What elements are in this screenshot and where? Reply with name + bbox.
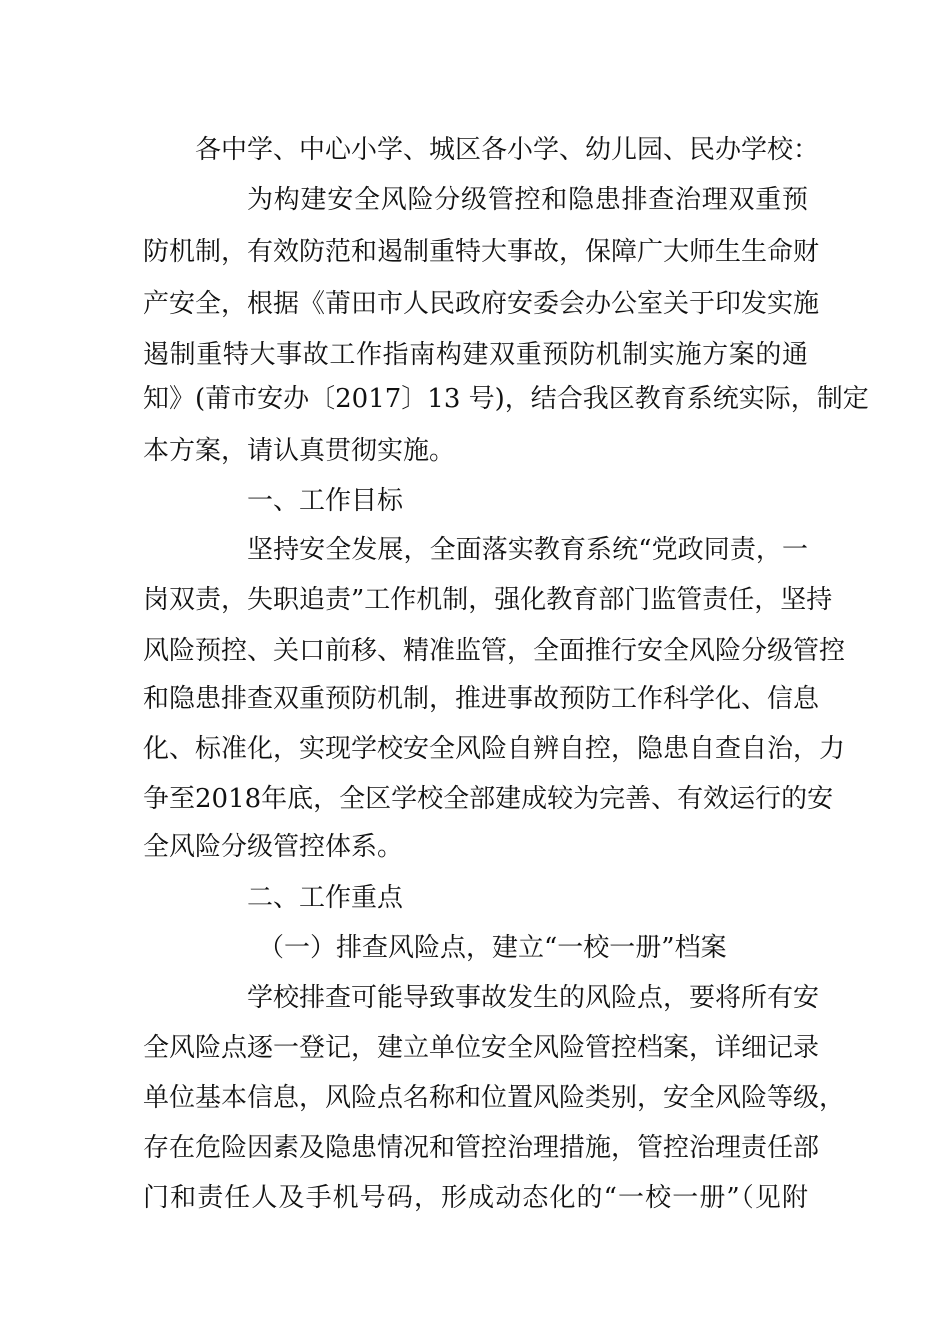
intro-line-2: 防机制，有效防范和遏制重特大事故，保障广大师生生命财 bbox=[143, 237, 820, 267]
intro-line-1: 为构建安全风险分级管控和隐患排查治理双重预 bbox=[247, 185, 808, 215]
section-1-line-3: 风险预控、关口前移、精准监管，全面推行安全风险分级管控 bbox=[143, 636, 846, 666]
intro-line-6: 本方案，请认真贯彻实施。 bbox=[143, 436, 456, 466]
subsection-1-line-4: 存在危险因素及隐患情况和管控治理措施，管控治理责任部 bbox=[143, 1133, 820, 1163]
section-1-line-4: 和隐患排查双重预防机制，推进事故预防工作科学化、信息 bbox=[143, 684, 820, 714]
section-1-line-1: 坚持安全发展，全面落实教育系统“党政同责，一 bbox=[247, 535, 808, 565]
subsection-1-line-3: 单位基本信息，风险点名称和位置风险类别，安全风险等级， bbox=[143, 1083, 846, 1113]
intro-line-3: 产安全，根据《莆田市人民政府安委会办公室关于印发实施 bbox=[143, 289, 820, 319]
subsection-1-line-1: 学校排查可能导致事故发生的风险点，要将所有安 bbox=[247, 983, 820, 1013]
section-1-line-7: 全风险分级管控体系。 bbox=[143, 832, 404, 862]
subsection-1-line-2: 全风险点逐一登记，建立单位安全风险管控档案，详细记录 bbox=[143, 1033, 820, 1063]
subsection-1-title: （一）排查风险点，建立“一校一册”档案 bbox=[258, 933, 727, 963]
section-1-line-6: 争至2018年底，全区学校全部建成较为完善、有效运行的安 bbox=[143, 784, 834, 814]
salutation: 各中学、中心小学、城区各小学、幼儿园、民办学校： bbox=[195, 135, 820, 165]
intro-line-5: 知》(莆市安办〔2017〕13 号)，结合我区教育系统实际，制定 bbox=[143, 384, 869, 414]
section-2-title: 二、工作重点 bbox=[247, 883, 404, 913]
section-1-line-5: 化、标准化，实现学校安全风险自辨自控，隐患自查自治，力 bbox=[143, 734, 846, 764]
section-1-line-2: 岗双责，失职追责”工作机制，强化教育部门监管责任，坚持 bbox=[143, 585, 833, 615]
intro-line-4: 遏制重特大事故工作指南构建双重预防机制实施方案的通 bbox=[143, 340, 808, 370]
subsection-1-line-5: 门和责任人及手机号码，形成动态化的“一校一册”（见附 bbox=[143, 1183, 808, 1213]
section-1-title: 一、工作目标 bbox=[247, 486, 404, 516]
